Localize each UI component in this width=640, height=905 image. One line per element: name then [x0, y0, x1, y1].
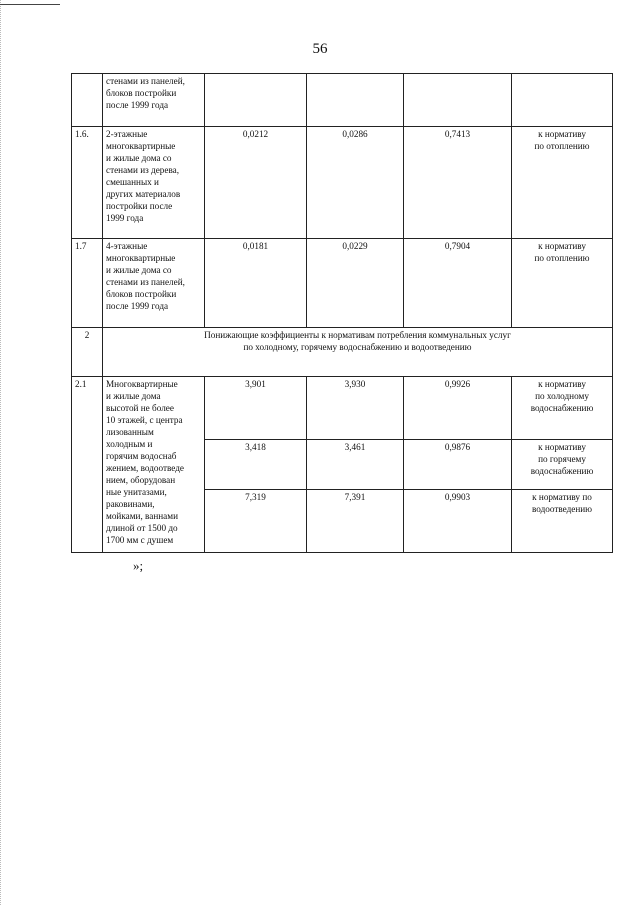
coefficients-table	[71, 73, 613, 553]
norm-cell: к нормативу по холодному водоснабжению	[512, 377, 613, 440]
row-number: 1.7	[72, 239, 103, 328]
norm-cell: к нормативу по отоплению	[512, 127, 613, 239]
coefficient-cell: 0,0181	[205, 239, 307, 328]
coefficient-cell: 3,901	[205, 377, 307, 440]
norm-cell	[512, 74, 613, 127]
row-description: 4-этажные многоквартирные и жилые дома со стенами из панелей, блоков постройки после 1999 года	[103, 239, 205, 328]
section-number: 2	[72, 328, 103, 377]
table-row	[72, 127, 613, 239]
coefficient-cell: 0,0286	[307, 127, 404, 239]
table-row	[72, 74, 613, 127]
coefficient-cell: 7,319	[205, 490, 307, 553]
scan-edge	[0, 0, 5, 905]
table-row	[72, 239, 613, 328]
coefficient-cell: 0,7904	[404, 239, 512, 328]
coefficient-cell: 3,418	[205, 440, 307, 490]
coefficient-cell: 0,7413	[404, 127, 512, 239]
scan-mark	[0, 4, 60, 5]
row-number: 1.6.	[72, 127, 103, 239]
page-number: 56	[312, 41, 328, 57]
norm-cell: к нормативу по водоотведению	[512, 490, 613, 553]
norm-cell: к нормативу по горячему водоснабжению	[512, 440, 613, 490]
section-title: Понижающие коэффициенты к нормативам потребления коммунальных услуг по холодному, горячему водоснабжению и водоотведению	[103, 328, 613, 377]
coefficient-cell: 0,0212	[205, 127, 307, 239]
coefficient-cell	[404, 74, 512, 127]
row-number: 2.1	[72, 377, 103, 553]
coefficient-cell: 3,930	[307, 377, 404, 440]
coefficient-cell: 7,391	[307, 490, 404, 553]
coefficient-cell: 0,9876	[404, 440, 512, 490]
coefficient-cell: 3,461	[307, 440, 404, 490]
coefficient-cell	[205, 74, 307, 127]
row-number	[72, 74, 103, 127]
section-row	[72, 328, 613, 377]
coefficient-cell	[307, 74, 404, 127]
row-description: Многоквартирные и жилые дома высотой не более 10 этажей, с центра лизованным холодным и горячим водоснаб жением, водоотведе нием, оборудован ные унитазами, раковинами, мойками, ваннами длиной от 1500 до 1700 мм с душем	[103, 377, 205, 553]
row-description: 2-этажные многоквартирные и жилые дома со стенами из дерева, смешанных и других материалов постройки после 1999 года	[103, 127, 205, 239]
norm-cell: к нормативу по отоплению	[512, 239, 613, 328]
row-description: стенами из панелей, блоков постройки после 1999 года	[103, 74, 205, 127]
coefficient-cell: 0,9926	[404, 377, 512, 440]
coefficient-cell: 0,0229	[307, 239, 404, 328]
closing-quote: »;	[133, 558, 144, 573]
coefficient-cell: 0,9903	[404, 490, 512, 553]
table-row	[72, 377, 613, 440]
